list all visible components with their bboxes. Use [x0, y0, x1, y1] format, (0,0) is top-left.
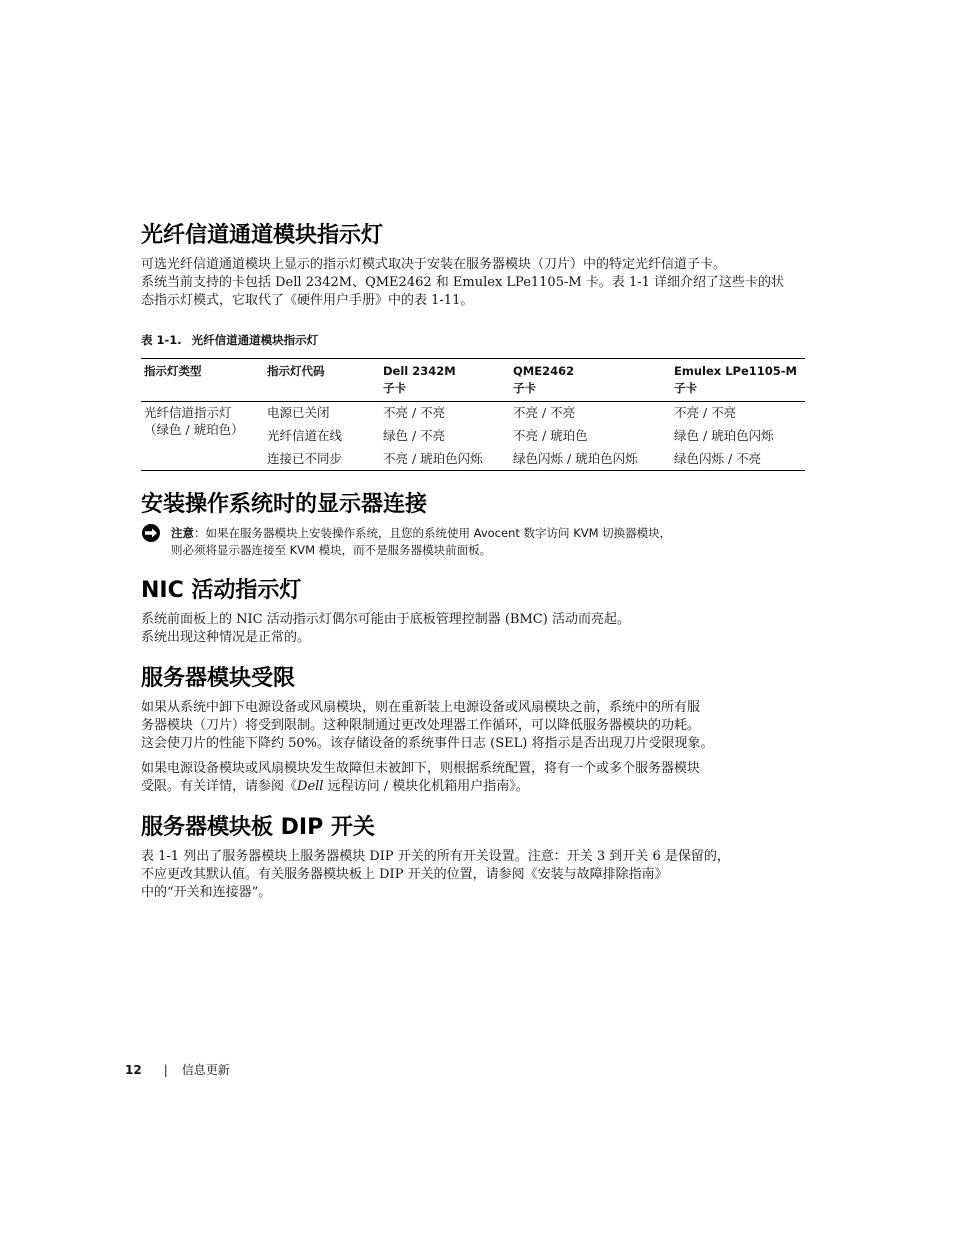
- table-cell: 电源已关闭: [267, 405, 330, 420]
- section-paragraph: 系统前面板上的 NIC 活动指示灯偶尔可能由于底板管理控制器 (BMC) 活动而亮起。 系统出现这种情况是正常的。: [141, 612, 630, 645]
- table-cell: 光纤信道在线: [267, 428, 343, 443]
- section-heading: 服务器模块受限: [141, 666, 296, 691]
- table-cell: 不亮 / 不亮: [674, 405, 737, 420]
- indicator-table: [141, 358, 805, 471]
- page-content: [141, 222, 811, 920]
- section-fc-indicators: [141, 222, 811, 471]
- table-cell: 不亮 / 琥珀色: [513, 428, 588, 443]
- section-heading: 光纤信道通道模块指示灯: [141, 223, 384, 248]
- footer-title: 信息更新: [181, 1063, 230, 1077]
- table-cell: 不亮 / 不亮: [513, 405, 576, 420]
- table-cell: 绿色闪烁 / 琥珀色闪烁: [510, 447, 671, 471]
- notice-label: 注意: [171, 526, 194, 540]
- page-footer: [125, 1061, 230, 1078]
- table-cell: 不亮 / 琥珀色闪烁: [380, 447, 510, 471]
- section-server-throttle: [141, 665, 811, 796]
- header-indicator-code: 指示灯代码: [264, 359, 380, 402]
- header-qme2462: QME2462 子卡: [510, 359, 671, 402]
- header-indicator-type: 指示灯类型: [141, 359, 264, 402]
- table-cell: 连接已不同步: [264, 447, 380, 471]
- section-nic-activity: [141, 577, 811, 647]
- section-paragraph: 如果从系统中卸下电源设备或风扇模块，则在重新装上电源设备或风扇模块之前，系统中的所有服 务器模块（刀片）将受到限制。这种限制通过更改处理器工作循环，可以降低服务器模块的功耗。 这会使刀片的性能下降约 50%。该存储设备的系统事件日志 (SEL) 将指示是否出现刀片受限现象。: [141, 700, 714, 751]
- table-cell: 不亮 / 不亮: [383, 405, 446, 420]
- header-emulex: Emulex LPe1105-M 子卡: [671, 359, 805, 402]
- section-os-display: [141, 491, 811, 559]
- table-header-row: [141, 359, 805, 402]
- footer-separator: |: [163, 1063, 168, 1077]
- section-heading: NIC 活动指示灯: [141, 578, 302, 603]
- header-dell-2342m: Dell 2342M 子卡: [380, 359, 510, 402]
- cell-indicator-type: 光纤信道指示灯 （绿色 / 琥珀色）: [141, 402, 264, 471]
- table-cell: 绿色 / 琥珀色闪烁: [674, 428, 774, 443]
- page-number: 12: [125, 1063, 142, 1077]
- notice-icon: [141, 523, 161, 543]
- table-row: [141, 402, 805, 425]
- section-heading: 服务器模块板 DIP 开关: [141, 815, 375, 840]
- table-caption: 表 1-1. 光纤信道通道模块指示灯: [141, 333, 319, 347]
- book-title-italic: Dell: [297, 779, 324, 794]
- notice-box: [141, 525, 811, 559]
- section-heading: 安装操作系统时的显示器连接: [141, 492, 428, 517]
- section-dip-switch: [141, 814, 811, 902]
- table-cell: 绿色 / 不亮: [383, 428, 446, 443]
- section-paragraph: 表 1-1 列出了服务器模块上服务器模块 DIP 开关的所有开关设置。注意：开关 3 到开关 6 是保留的， 不应更改其默认值。有关服务器模块板上 DIP 开关的位置，请参阅《安装与故障排除指南》 中的“开关和连接器”。: [141, 849, 730, 900]
- section-paragraph: 如果电源设备模块或风扇模块发生故障但未被卸下，则根据系统配置，将有一个或多个服务器模块 受限。有关详情，请参阅《Dell 远程访问 / 模块化机箱用户指南》。: [141, 761, 701, 794]
- notice-text: 注意：如果在服务器模块上安装操作系统，且您的系统使用 Avocent 数字访问 KVM 切换器模块， 则必须将显示器连接至 KVM 模块，而不是服务器模块前面板。: [171, 526, 672, 557]
- section-paragraph: 可选光纤信道通道模块上显示的指示灯模式取决于安装在服务器模块（刀片）中的特定光纤信道子卡。 系统当前支持的卡包括 Dell 2342M、QME2462 和 Emulex LPe1105-M 卡。表 1-1 详细介绍了这些卡的状 态指示灯模式，它取代了《硬件用户手册》中的表 1-11。: [141, 257, 785, 308]
- table-cell: 绿色闪烁 / 不亮: [671, 447, 805, 471]
